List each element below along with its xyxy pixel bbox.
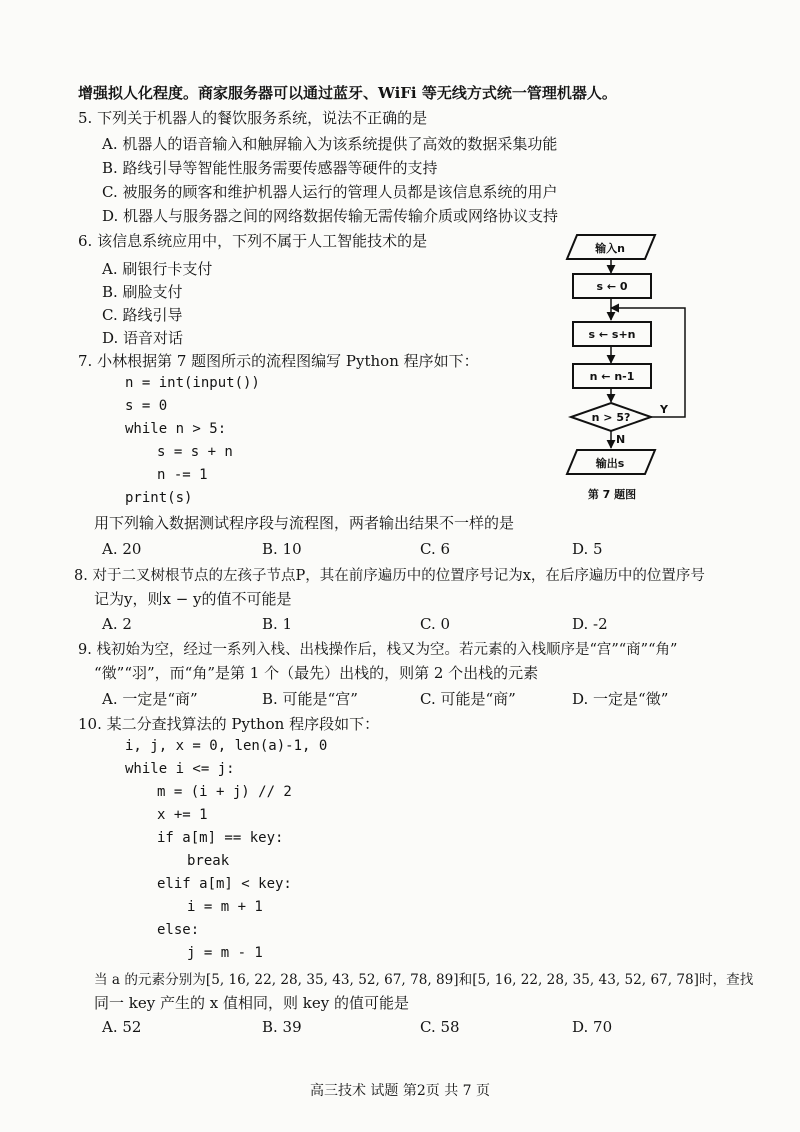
- q10-code-line: break: [187, 853, 230, 869]
- q10-code-line: i = m + 1: [187, 899, 263, 915]
- q6-option-b: B. 刷脸支付: [102, 283, 183, 301]
- q10-code-line: m = (i + j) // 2: [157, 784, 292, 800]
- intro-line: 增强拟人化程度。商家服务器可以通过蓝牙、WiFi 等无线方式统一管理机器人。: [78, 84, 617, 102]
- q5-option-a: A. 机器人的语音输入和触屏输入为该系统提供了高效的数据采集功能: [102, 135, 558, 153]
- flow-loop-arrow: [611, 308, 685, 417]
- q10-code-line: if a[m] == key:: [157, 830, 284, 846]
- q10-code-line: else:: [157, 922, 200, 938]
- q5-option-c: C. 被服务的顾客和维护机器人运行的管理人员都是该信息系统的用户: [102, 183, 558, 201]
- q10-code-line: while i <= j:: [125, 761, 235, 777]
- flowchart-diagram: [555, 232, 705, 507]
- page-footer: 高三技术 试题 第2页 共 7 页: [309, 1083, 491, 1099]
- q9-option-a: A. 一定是“商”: [102, 690, 198, 708]
- q10-question: 当 a 的元素分别为[5, 16, 22, 28, 35, 43, 52, 67, 78, 89]和[5, 16, 22, 28, 35, 43, 52, 67, 78]时，查找: [94, 972, 754, 988]
- q9-option-b: B. 可能是“宫”: [262, 690, 358, 708]
- q10-option-a: A. 52: [102, 1018, 142, 1036]
- q6-option-a: A. 刷银行卡支付: [102, 260, 213, 278]
- flow-dec-label: n ← n-1: [589, 370, 635, 383]
- q7-stem: 7. 小林根据第 7 题图所示的流程图编写 Python 程序如下：: [78, 352, 479, 370]
- q7-code-line: s = 0: [125, 398, 168, 414]
- flow-init-label: s ← 0: [596, 280, 628, 293]
- q8-option-a: A. 2: [102, 615, 132, 633]
- q7-code-line: n -= 1: [157, 467, 208, 483]
- flow-condition-label: n > 5?: [591, 411, 631, 424]
- flow-output-label: 输出s: [595, 457, 625, 470]
- q7-code-line: print(s): [125, 490, 193, 506]
- q10-option-c: C. 58: [420, 1018, 460, 1036]
- q8-stem: 8. 对于二叉树根节点的左孩子节点P，其在前序遍历中的位置序号记为x，在后序遍历中的位置序号: [74, 568, 705, 584]
- flow-yes-label: Y: [660, 403, 668, 416]
- q6-option-c: C. 路线引导: [102, 306, 183, 324]
- q10-code-line: x += 1: [157, 807, 208, 823]
- q7-option-c: C. 6: [420, 540, 451, 558]
- q7-question: 用下列输入数据测试程序段与流程图，两者输出结果不一样的是: [94, 514, 515, 532]
- q7-code-line: while n > 5:: [125, 421, 227, 437]
- flow-caption: 第 7 题图: [587, 488, 637, 501]
- q8-stem-cont: 记为y，则x − y的值不可能是: [94, 590, 292, 608]
- q8-option-c: C. 0: [420, 615, 451, 633]
- q9-option-c: C. 可能是“商”: [420, 690, 516, 708]
- q5-option-d: D. 机器人与服务器之间的网络数据传输无需传输介质或网络协议支持: [102, 207, 559, 225]
- q7-option-d: D. 5: [572, 540, 603, 558]
- q7-code-line: n = int(input()): [125, 375, 260, 391]
- q7-option-b: B. 10: [262, 540, 302, 558]
- q5-stem: 5. 下列关于机器人的餐饮服务系统，说法不正确的是: [78, 109, 428, 127]
- q5-option-b: B. 路线引导等智能性服务需要传感器等硬件的支持: [102, 159, 438, 177]
- q7-option-a: A. 20: [102, 540, 142, 558]
- q10-question-cont: 同一 key 产生的 x 值相同，则 key 的值可能是: [94, 994, 409, 1012]
- flow-no-label: N: [616, 433, 626, 446]
- q9-stem-cont: “徵”“羽”，而“角”是第 1 个（最先）出栈的，则第 2 个出栈的元素: [94, 664, 539, 682]
- q9-option-d: D. 一定是“徵”: [572, 690, 669, 708]
- flow-add-label: s ← s+n: [588, 328, 636, 341]
- q8-option-b: B. 1: [262, 615, 293, 633]
- q9-stem: 9. 栈初始为空，经过一系列入栈、出栈操作后，栈又为空。若元素的入栈顺序是“宫”“商”“角”: [78, 642, 678, 658]
- q10-code-line: j = m - 1: [187, 945, 263, 961]
- q10-stem: 10. 某二分查找算法的 Python 程序段如下：: [78, 715, 380, 733]
- q10-code-line: elif a[m] < key:: [157, 876, 292, 892]
- flow-input-label: 输入n: [595, 242, 625, 255]
- q6-option-d: D. 语音对话: [102, 329, 184, 347]
- q8-option-d: D. -2: [572, 615, 608, 633]
- q10-option-d: D. 70: [572, 1018, 613, 1036]
- q6-stem: 6. 该信息系统应用中，下列不属于人工智能技术的是: [78, 232, 428, 250]
- q10-option-b: B. 39: [262, 1018, 302, 1036]
- q10-code-line: i, j, x = 0, len(a)-1, 0: [125, 738, 328, 754]
- q7-code-line: s = s + n: [157, 444, 233, 460]
